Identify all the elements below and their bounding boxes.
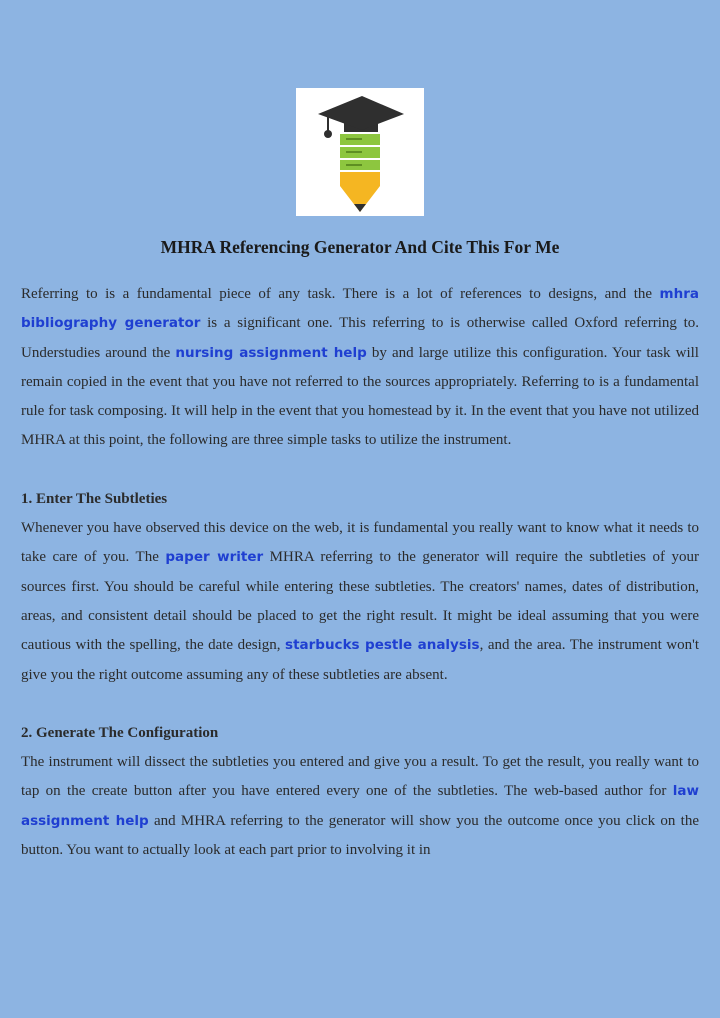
graduation-pencil-icon [296, 88, 424, 216]
nursing-assignment-help-link[interactable]: nursing assignment help [175, 344, 367, 361]
section-2-paragraph: The instrument will dissect the subtleties you entered and give you a result. To get the result, you really want to tap on the create button after you have entered every one of the subtleties. The web-based author for law assignment help and MHRA referring to the generator will show you the outcome once you click on the button. You want to actually look at each part prior to involving it in [21, 754, 699, 859]
intro-paragraph: Referring to is a fundamental piece of any task. There is a lot of references to designs, and the mhra bibliography generator is a significant one. This referring to is otherwise called Oxford referring to. Understudies around the nursing assignment help by and large utilize this configuration. Your task will remain copied in the event that you have not referred to the sources appropriately. Referring to is a fundamental rule for task composing. It will help in the event that you homestead by it. In the event that you have not utilized MHRA at this point, the following are three simple tasks to utilize the instrument. [21, 286, 699, 449]
paper-writer-link[interactable]: paper writer [165, 549, 264, 566]
page-title: MHRA Referencing Generator And Cite This For Me [160, 237, 560, 257]
mhra-bibliography-generator-link[interactable]: mhra bibliography generator [21, 286, 699, 332]
section-heading-1: 1. Enter The Subtleties [21, 490, 168, 507]
section-1-paragraph: Whenever you have observed this device on the web, it is fundamental you really want to know what it needs to take care of you. The paper writer MHRA referring to the generator will require the subtleties of your sources first. You should be careful while entering these subtleties. The creators' names, dates of distribution, areas, and consistent detail should be placed to get the right result. It might be ideal assuming that you were cautious with the spelling, the date design, starbucks pestle analysis, and the area. The instrument won't give you the right outcome assuming any of these subtleties are absent. [21, 520, 699, 683]
logo [296, 88, 424, 216]
starbucks-pestle-analysis-link[interactable]: starbucks pestle analysis [285, 637, 480, 654]
section-heading-2: 2. Generate The Configuration [21, 724, 219, 741]
document-body [21, 280, 699, 865]
law-assignment-help-link[interactable]: law assignment help [21, 783, 699, 829]
